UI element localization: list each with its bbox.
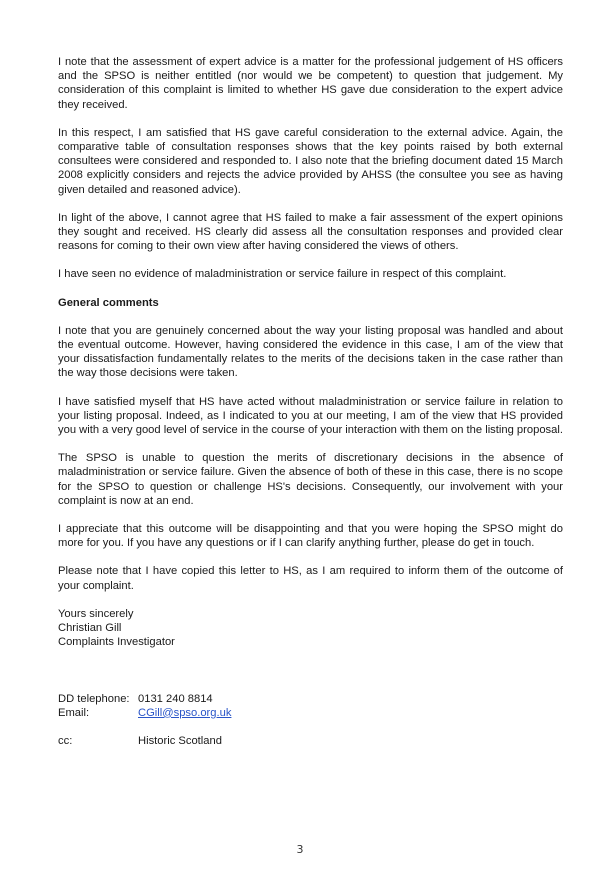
signatory-title: Complaints Investigator — [58, 636, 175, 649]
letter-page — [58, 55, 563, 748]
general-comments-heading: General comments — [58, 296, 159, 309]
paragraph-careful-consideration: In this respect, I am satisfied that HS gave careful consideration to the external advice. Again, the comparative table of consultation responses shows that the key points raised by both external consultees were considered and responded to. I also note that the briefing document dated 15 March 2008 explicitly considers and rejects the advice provided by AHSS (the consultee you see as having given detailed and reasoned advice). — [58, 126, 563, 196]
telephone-value: 0131 240 8814 — [138, 692, 213, 705]
email-link[interactable]: CGill@spso.org.uk — [138, 706, 232, 719]
email-label: Email: — [58, 706, 90, 719]
cc-value: Historic Scotland — [138, 734, 222, 747]
cc-label: cc: — [58, 734, 73, 747]
contact-details — [58, 692, 563, 749]
paragraph-disappointing: I appreciate that this outcome will be disappointing and that you were hoping the SPSO might do more for you. If you have any questions or if I can clarify anything further, please do get in touch. — [58, 523, 563, 550]
signoff-block — [58, 607, 563, 650]
telephone-label: DD telephone: — [58, 692, 130, 705]
email-row — [58, 706, 563, 720]
paragraph-genuinely-concerned: I note that you are genuinely concerned about the way your listing proposal was handled and about the eventual outcome. However, having considered the evidence in this case, I am of the view that your dissatisfaction fundamentally relates to the merits of the decisions taken in the case rather than the way those decisions were taken. — [58, 324, 563, 380]
paragraph-no-evidence: I have seen no evidence of maladministration or service failure in respect of this complaint. — [58, 268, 507, 281]
closing: Yours sincerely — [58, 607, 134, 620]
cc-row — [58, 734, 563, 748]
paragraph-copied-letter: Please note that I have copied this letter to HS, as I am required to inform them of the outcome of your complaint. — [58, 565, 563, 592]
page-number: 3 — [296, 843, 304, 856]
paragraph-fair-assessment: In light of the above, I cannot agree that HS failed to make a fair assessment of the expert opinions they sought and received. HS clearly did assess all the consultation responses and provided clear reasons for coming to their own view after having considered the views of others. — [58, 211, 563, 253]
telephone-row — [58, 692, 563, 706]
paragraph-spso-unable: The SPSO is unable to question the merits of discretionary decisions in the absence of maladministration or service failure. Given the absence of both of these in this case, there is no scope for the SPSO to question or challenge HS's decisions. Consequently, our involvement with your complaint is now at an end. — [58, 452, 563, 507]
signatory-name: Christian Gill — [58, 622, 122, 635]
paragraph-satisfied-myself: I have satisfied myself that HS have acted without maladministration or service failure in relation to your listing proposal. Indeed, as I indicated to you at our meeting, I am of the view that HS provided you with a very good level of service in the course of your interaction with them on the listing proposal. — [58, 395, 563, 437]
paragraph-expert-advice: I note that the assessment of expert advice is a matter for the professional judgement of HS officers and the SPSO is neither entitled (nor would we be competent) to question that judgement. My consideration of this complaint is limited to whether HS gave due consideration to the expert advice they received. — [58, 56, 563, 111]
